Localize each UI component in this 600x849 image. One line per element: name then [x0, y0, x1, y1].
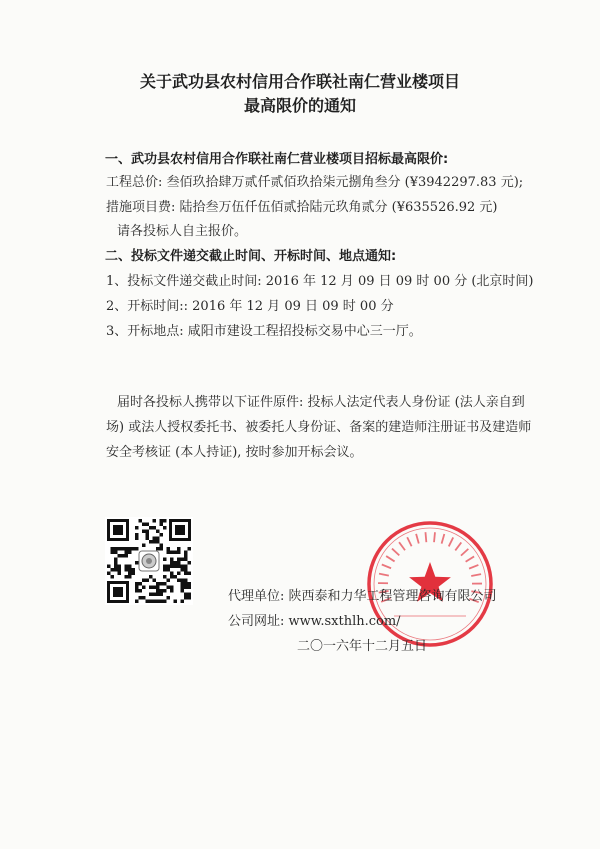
measures-fee-line: 措施项目费: 陆拾叁万伍仟伍佰贰拾陆元玖角贰分 (¥635526.92 元)	[106, 200, 498, 215]
title-line-1: 关于武功县农村信用合作联社南仁营业楼项目	[139, 72, 460, 91]
agent-line: 代理单位: 陕西泰和力华工程管理咨询有限公司	[228, 589, 497, 604]
qr-center-logo	[139, 551, 159, 571]
section-2-heading: 二、投标文件递交截止时间、开标时间、地点通知:	[105, 249, 397, 264]
deadline-item: 1、投标文件递交截止时间: 2016 年 12 月 09 日 09 时 00 分 (北京时间)	[106, 274, 534, 289]
self-quote-note: 请各投标人自主报价。	[117, 224, 248, 239]
qr-finder-top-right	[169, 519, 191, 541]
qr-finder-top-left	[107, 519, 129, 541]
qr-code-image	[105, 517, 193, 605]
opening-time-item: 2、开标时间:: 2016 年 12 月 09 日 09 时 00 分	[106, 299, 394, 314]
company-seal-stamp	[364, 518, 496, 650]
qr-finder-bottom-left	[107, 581, 129, 603]
website-line: 公司网址: www.sxthlh.com/	[228, 614, 401, 629]
total-price-line: 工程总价: 叁佰玖拾肆万贰仟贰佰玖拾柒元捌角叁分 (¥3942297.83 元);	[106, 175, 524, 190]
date-line: 二〇一六年十二月五日	[297, 639, 428, 654]
paragraph-line-3: 安全考核证 (本人持证), 按时参加开标会议。	[106, 445, 363, 460]
opening-place-item: 3、开标地点: 咸阳市建设工程招投标交易中心三一厅。	[106, 324, 422, 339]
title-line-2: 最高限价的通知	[243, 96, 356, 115]
paragraph-line-2: 场) 或法人授权委托书、被委托人身份证、备案的建造师注册证书及建造师	[106, 420, 532, 435]
section-1-heading: 一、武功县农村信用合作联社南仁营业楼项目招标最高限价:	[105, 152, 449, 167]
paragraph-line-1: 届时各投标人携带以下证件原件: 投标人法定代表人身份证 (法人亲自到	[117, 395, 525, 410]
